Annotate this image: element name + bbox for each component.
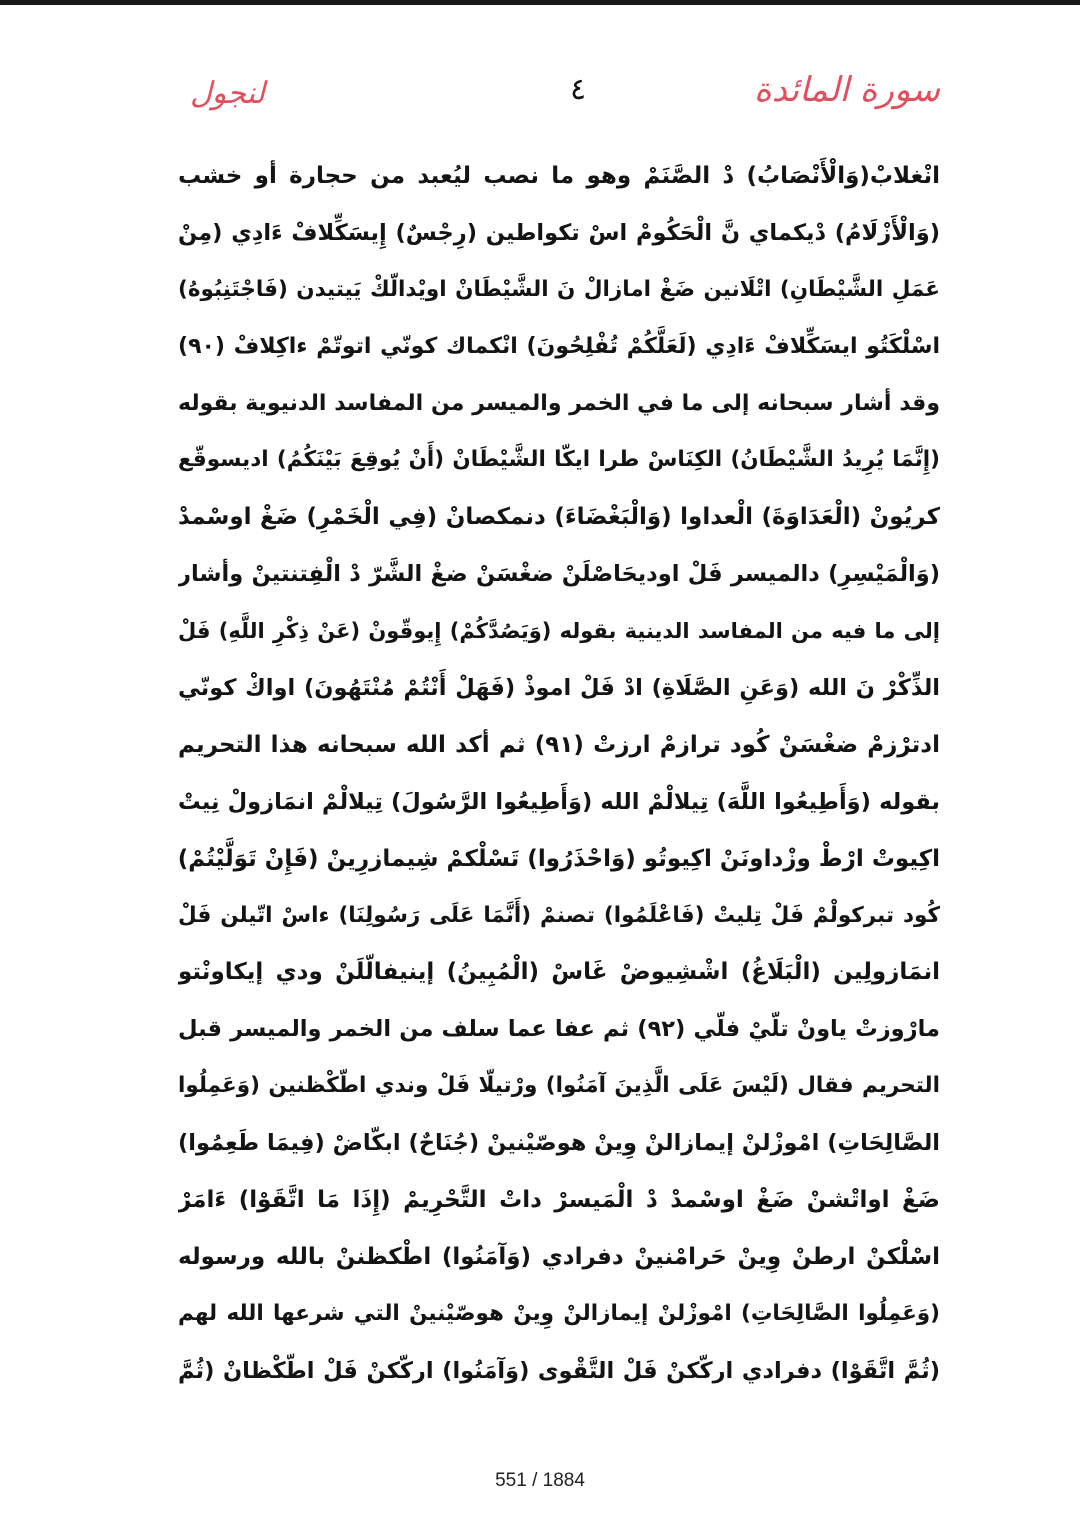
text-line: إلى ما فيه من المفاسد الدينية بقوله (وَيَصُدَّكُمْ) إِيوقّونْ (عَنْ ذِكْرِ اللَّهِ) فَلْ bbox=[178, 619, 940, 644]
text-line: اكِيوتْ ارْطْ وزْداونَنْ اكِيوتُو (وَاحْذَرُوا) تَسْلْكمْ شِيمازرِينْ (فَإِنْ تَوَلَّيْتُمْ) bbox=[178, 845, 940, 872]
text-line: الصَّالِحَاتِ) امْوزْلنْ إيمازالنْ وِينْ هوصّيْنينْ (جُنَاحٌ) ابكّاضْ (فِيمَا طَعِمُوا) bbox=[178, 1130, 940, 1157]
text-line: عَمَلِ الشَّيْطَانِ) اتْلَانين ضَغْ امازالْ نَ الشَّيْطَانْ اويْدالّكْ يَيتيدن (فَاجْتَنِبُوهُ) bbox=[178, 276, 940, 302]
text-line: (وَعَمِلُوا الصَّالِحَاتِ) امْوزْلنْ إيمازالنْ وِينْ هوصّيْنينْ التي شرعها الله لهم bbox=[178, 1300, 940, 1326]
text-line: ادترْزمْ ضغْسَنْ كُود ترازمْ ارزتْ (٩١) ثم أكد الله سبحانه هذا التحريم bbox=[178, 731, 940, 758]
page-number-arabic: ٤ bbox=[570, 72, 587, 107]
body-text bbox=[178, 148, 940, 1400]
text-line: بقوله (وَأَطِيعُوا اللَّهَ) تِيلالْمْ الله (وَأَطِيعُوا الرَّسُولَ) تِيلالْمْ انمَازولْ نِيتْ bbox=[178, 788, 940, 815]
text-line: اسْلْكنْ ارطنْ وِينْ حَرامْنينْ دفرادي (وَآمَنُوا) اطْكظننْ بالله ورسوله bbox=[178, 1243, 940, 1270]
text-line: الذِّكْرْ نَ الله (وَعَنِ الصَّلَاةِ) ادْ فَلْ اموذْ (فَهَلْ أَنْتُمْ مُنْتَهُونَ) اواكْ كونّي bbox=[178, 675, 940, 702]
page-counter: 551 / 1884 bbox=[495, 1470, 585, 1491]
text-line: اسْلْكَتُو ايسَكِّلافْ ءَادِي (لَعَلَّكُمْ تُفْلِحُونَ) انْكماك كونّي اتوتّمْ ءاكِلافْ (٩٠) bbox=[178, 333, 940, 359]
text-line: ضَغْ اواتْشنْ ضَغْ اوسْمدْ دْ الْمَيسرْ داتْ التَّحْرِيمْ (إِذَا مَا اتَّقَوْا) ءَامَرْ bbox=[178, 1187, 940, 1214]
page-header bbox=[150, 62, 940, 132]
text-line: مارْوزتْ ياونْ تلّيْ فلّي (٩٢) ثم عفا عما سلف من الخمر والميسر قبل bbox=[178, 1016, 940, 1043]
text-line: (إِنَّمَا يُرِيدُ الشَّيْطَانُ) الكِنَاسْ طرا ايكّا الشَّيْطَانْ (أَنْ يُوقِعَ بَيْنَكُمُ) اديسوقّع bbox=[178, 447, 940, 473]
handwritten-side-note: لنجول bbox=[190, 76, 265, 111]
text-line: (وَالْأَزْلَامُ) دْيكماي نَّ الْحَكُومْ اسْ تكواطين (رِجْسٌ) إِيسَكِّلافْ ءَادِي (مِنْ bbox=[178, 219, 940, 246]
surah-title: سورة المائدة bbox=[753, 70, 940, 110]
text-line: (وَالْمَيْسِرِ) دالميسر فَلْ اوديحَاصْلَنْ ضغْسَنْ ضغْ الشَّرّ دْ الْفِتنتينْ وأشار bbox=[178, 561, 940, 588]
text-line: وقد أشار سبحانه إلى ما في الخمر والميسر من المفاسد الدنيوية بقوله bbox=[178, 390, 940, 416]
text-line: انْغلابْ(وَالْأَنْصَابُ) دْ الصَّنَمْ وهو ما نصب ليُعبد من حجارة أو خشب bbox=[178, 163, 940, 189]
text-line: كُود تبركولْمْ فَلْ تِليتْ (فَاعْلَمُوا) تصنمْ (أَنَّمَا عَلَى رَسُولِنَا) ءاسْ اتّيلن فَلْ bbox=[178, 902, 940, 928]
text-line: انمَازولِين (الْبَلَاغُ) اشْشِيوضْ غَاسْ (الْمُبِينُ) إينيفالّلَنْ ودي إيكاونْتو bbox=[178, 959, 940, 986]
text-line: التحريم فقال (لَيْسَ عَلَى الَّذِينَ آمَنُوا) ورْتيلّا فَلْ وندي اطّكْظنين (وَعَمِلُوا bbox=[178, 1073, 940, 1099]
text-line: كريُونْ (الْعَدَاوَةَ) الْعداوا (وَالْبَغْضَاءَ) دنمكصانْ (فِي الْخَمْرِ) ضَغْ اوسْمدْ bbox=[178, 504, 940, 531]
text-line: (ثُمَّ اتَّقَوْا) دفرادي اركّكنْ فَلْ التَّقْوى (وَآمَنُوا) اركّكنْ فَلْ اطّكْظانْ (ثُمَّ bbox=[178, 1357, 940, 1384]
